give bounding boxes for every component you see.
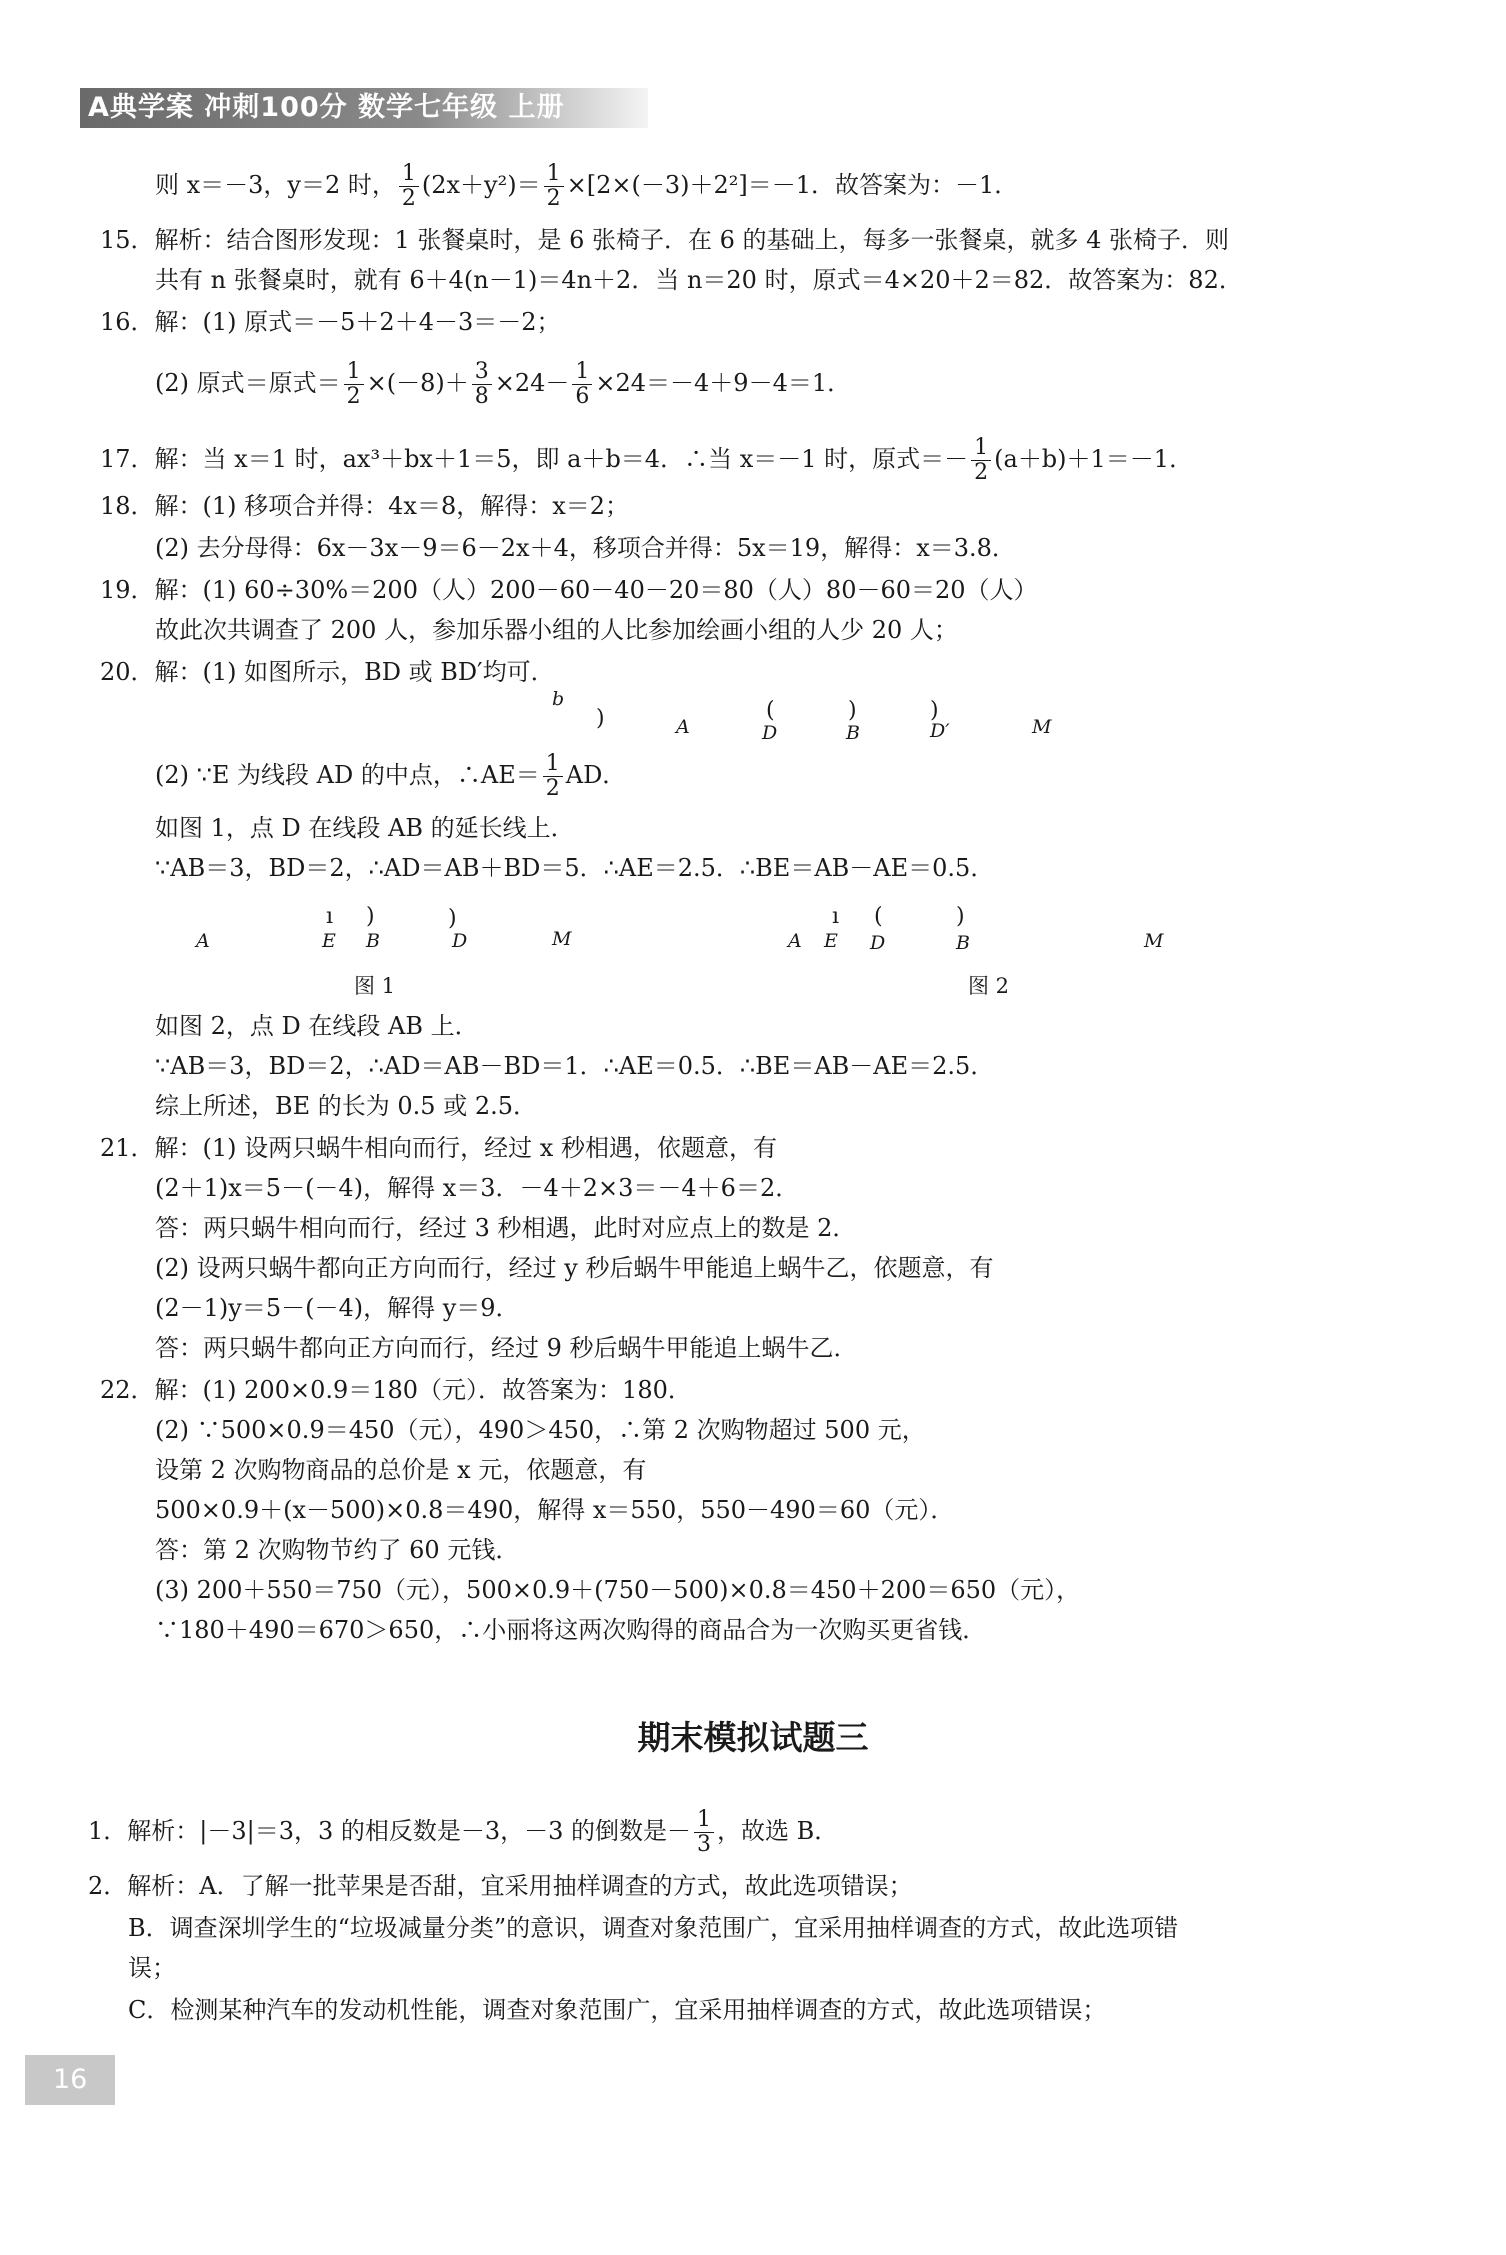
page-number: 16 — [25, 2055, 115, 2105]
line-q22-2: (2) ∵500×0.9＝450（元），490＞450，∴第 2 次购物超过 500 元， — [155, 1416, 926, 1444]
figure-label: E — [824, 930, 838, 952]
figure-tick: ) — [956, 904, 965, 929]
figure-caption: 图 1 — [354, 974, 396, 998]
line-q22-1: 22．解：(1) 200×0.9＝180（元）．故答案为：180． — [100, 1376, 692, 1404]
line-q21-4: (2) 设两只蜗牛都向正方向而行，经过 y 秒后蜗牛甲能追上蜗牛乙，依题意，有 — [155, 1254, 994, 1282]
fraction: $\frac{1}{3}$ — [694, 1808, 714, 1857]
figure-label: E — [322, 930, 336, 952]
line-q21-1: 21．解：(1) 设两只蜗牛相向而行，经过 x 秒相遇，依题意，有 — [100, 1134, 777, 1162]
line-q18-2: (2) 去分母得：6x－3x－9＝6－2x＋4，移项合并得：5x＝19，解得：x＝3.8． — [155, 534, 1016, 562]
line-q20-7: 综上所述，BE 的长为 0.5 或 2.5． — [155, 1092, 538, 1120]
figure-tick: ( — [766, 698, 775, 723]
fraction: $\frac{1}{2}$ — [399, 162, 419, 211]
line-q21-3: 答：两只蜗牛相向而行，经过 3 秒相遇，此时对应点上的数是 2． — [155, 1214, 857, 1242]
figure-label: M — [1144, 930, 1164, 952]
figure-tick: ) — [366, 904, 375, 929]
line-q20-1: 20．解：(1) 如图所示，BD 或 BD′均可． — [100, 658, 555, 686]
line-m5: C．检测某种汽车的发动机性能，调查对象范围广，宜采用抽样调查的方式，故此选项错误； — [128, 1996, 1107, 2024]
figure-label: M — [552, 928, 572, 950]
figure-label: D — [870, 932, 886, 954]
figure-label: A — [676, 716, 690, 738]
figure-tick: ) — [596, 706, 605, 731]
line-q19-1: 19．解：(1) 60÷30%＝200（人）200－60－40－20＝80（人）80－60＝20（人） — [100, 576, 1038, 604]
line-q18-1: 18．解：(1) 移项合并得：4x＝8，解得：x＝2； — [100, 492, 630, 520]
line-q20-3: 如图 1，点 D 在线段 AB 的延长线上． — [155, 814, 575, 842]
figure-tick: ı — [832, 904, 840, 929]
line-q15-b: 共有 n 张餐桌时，就有 6＋4(n－1)＝4n＋2．当 n＝20 时，原式＝4×20＋2＝82．故答案为：82． — [155, 266, 1243, 294]
line-q20-5: 如图 2，点 D 在线段 AB 上． — [155, 1012, 479, 1040]
line-q20-6: ∵AB＝3，BD＝2，∴AD＝AB－BD＝1．∴AE＝0.5．∴BE＝AB－AE＝2.5． — [155, 1052, 995, 1080]
line-q16-2: (2) 原式＝原式＝ $\frac{1}{2}$ ×(－8)＋ $\frac{3}{8}$ ×24－ $\frac{1}{6}$ ×24＝－4＋9－4＝1． — [155, 359, 852, 410]
line-m3: B．调查深圳学生的“垃圾减量分类”的意识，调查对象范围广，宜采用抽样调查的方式，故此选项错 — [128, 1914, 1179, 1942]
line-q22-5: 答：第 2 次购物节约了 60 元钱． — [155, 1536, 520, 1564]
line-m1: 1．解析：|－3|＝3，3 的相反数是－3，－3 的倒数是－ $\frac{1}{3}$ ，故选 B． — [88, 1807, 839, 1858]
figure-label: B — [846, 722, 860, 744]
line-q17: 17．解：当 x＝1 时，ax³＋bx＋1＝5，即 a＋b＝4．∴当 x＝－1 时，原式＝－ $\frac{1}{2}$ (a＋b)＋1＝－1． — [100, 435, 1194, 486]
line-q14-tail: 则 x＝－3，y＝2 时， $\frac{1}{2}$ (2x＋y²)＝ $\frac{1}{2}$ ×[2×(－3)＋2²]＝－1．故答案为：－1． — [155, 161, 1019, 212]
figure-label: B — [956, 932, 970, 954]
line-q15-a: 15．解析：结合图形发现：1 张餐桌时，是 6 张椅子．在 6 的基础上，每多一张餐桌，就多 4 张椅子．则 — [100, 226, 1230, 254]
figure-tick: ı — [326, 904, 334, 929]
line-q20-2: (2) ∵E 为线段 AD 的中点，∴AE＝ $\frac{1}{2}$ AD． — [155, 751, 627, 802]
figure-tick: ) — [930, 698, 939, 723]
figure-label: D — [452, 930, 468, 952]
fraction: $\frac{1}{2}$ — [344, 360, 364, 409]
line-q20-4: ∵AB＝3，BD＝2，∴AD＝AB＋BD＝5．∴AE＝2.5．∴BE＝AB－AE＝0.5． — [155, 854, 995, 882]
fraction: $\frac{1}{2}$ — [543, 752, 563, 801]
figure-label: A — [196, 930, 210, 952]
line-q22-7: ∵180＋490＝670＞650，∴小丽将这两次购得的商品合为一次购买更省钱． — [155, 1616, 987, 1644]
line-m4: 误； — [128, 1954, 176, 1982]
fraction: $\frac{1}{2}$ — [544, 162, 564, 211]
fraction: $\frac{3}{8}$ — [472, 360, 492, 409]
book-header: A典学案 冲刺100分 数学七年级 上册 — [80, 88, 648, 128]
fraction: $\frac{1}{6}$ — [572, 360, 592, 409]
figure-caption: 图 2 — [968, 974, 1010, 998]
line-q16-1: 16．解：(1) 原式＝－5＋2＋4－3＝－2； — [100, 308, 561, 336]
figure-label: D — [762, 722, 778, 744]
section-title: 期末模拟试题三 — [637, 1718, 869, 1757]
figure-tick: ( — [874, 904, 883, 929]
figure-label: B — [366, 930, 380, 952]
line-q21-6: 答：两只蜗牛都向正方向而行，经过 9 秒后蜗牛甲能追上蜗牛乙． — [155, 1334, 858, 1362]
line-q22-4: 500×0.9＋(x－500)×0.8＝490，解得 x＝550，550－490＝60（元）． — [155, 1496, 955, 1524]
line-q21-5: (2－1)y＝5－(－4)，解得 y＝9． — [155, 1294, 520, 1322]
line-m2: 2．解析：A．了解一批苹果是否甜，宜采用抽样调查的方式，故此选项错误； — [88, 1872, 913, 1900]
line-q19-2: 故此次共调查了 200 人，参加乐器小组的人比参加绘画小组的人少 20 人； — [155, 616, 958, 644]
figure-tick: ) — [448, 906, 457, 931]
line-q22-3: 设第 2 次购物商品的总价是 x 元，依题意，有 — [155, 1456, 647, 1484]
line-q22-6: (3) 200＋550＝750（元），500×0.9＋(750－500)×0.8＝450＋200＝650（元）， — [155, 1576, 1081, 1604]
figure-tick: ) — [848, 698, 857, 723]
figure-label: b — [552, 688, 565, 710]
figure-label: D′ — [930, 720, 950, 742]
line-q21-2: (2＋1)x＝5－(－4)，解得 x＝3．－4＋2×3＝－4＋6＝2． — [155, 1174, 800, 1202]
figure-label: M — [1032, 716, 1052, 738]
fraction: $\frac{1}{2}$ — [971, 436, 991, 485]
figure-label: A — [788, 930, 802, 952]
